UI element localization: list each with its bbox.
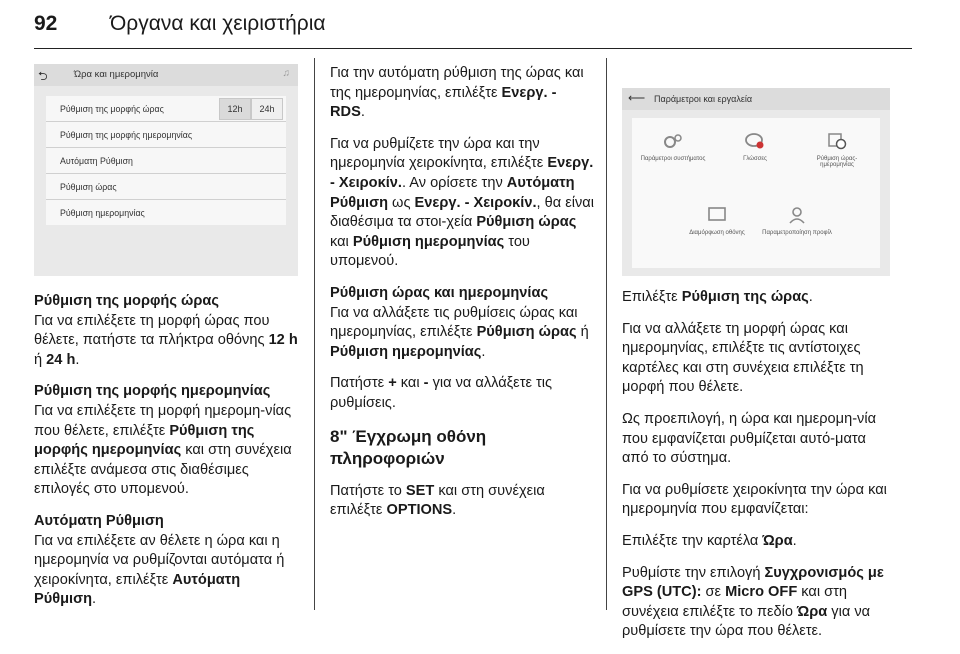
tile-languages xyxy=(720,132,790,162)
settings-tools-screenshot xyxy=(622,88,890,276)
paragraph xyxy=(330,135,594,272)
paragraph xyxy=(330,374,594,413)
page-title: Όργανα και χειριστήρια xyxy=(110,12,326,35)
text-bold: Ώρα xyxy=(762,532,793,549)
text-bold: Ενεργ. - Χειροκίν. xyxy=(330,155,594,191)
gears-icon xyxy=(661,132,685,150)
text-bold: Ρύθμιση της ώρας xyxy=(681,289,809,305)
section-time-date xyxy=(330,284,594,362)
tile-time-date xyxy=(802,132,872,168)
section-date-format xyxy=(34,382,298,500)
seg-24h: 24h xyxy=(251,98,283,120)
text-bold: Αυτόματη Ρύθμιση xyxy=(34,571,241,608)
tile-label: Παραμετροποίηση προφίλ xyxy=(762,230,832,236)
text: . xyxy=(75,351,80,368)
tile-label: Παράμετροι συστήματος xyxy=(640,156,706,162)
text-bold: Ενεργ. - Χειροκίν. xyxy=(414,194,537,211)
paragraph xyxy=(330,482,594,521)
paragraph: Για να αλλάξετε τη μορφή ώρας και ημερομηνίας, επιλέξτε τις αντίστοιχες καρτέλες και στη συνέχεια επιλέξτε τη μορφή που θέλετε. xyxy=(622,320,864,396)
music-note-icon: ♫ xyxy=(282,68,290,79)
heading: Ρύθμιση της μορφής ημερομηνίας xyxy=(34,383,271,400)
time-date-screenshot xyxy=(34,64,298,276)
text: και στη συνέχεια επιλέξτε ανάμεσα στις διαθέσιμες επιλογές στο υπομενού. xyxy=(34,442,292,498)
text-bold: 24 h xyxy=(46,351,76,368)
text: Πατήστε το xyxy=(330,482,406,499)
text: Για να επιλέξετε τη μορφή ώρας που θέλετε, πατήστε τα πλήκτρα οθόνης xyxy=(34,312,270,349)
profile-icon xyxy=(785,206,809,224)
tile-system-settings xyxy=(638,132,708,162)
text: . xyxy=(481,343,486,360)
list-item xyxy=(46,122,286,148)
monitor-icon xyxy=(705,206,729,224)
list-item-label: Αυτόματη Ρύθμιση xyxy=(60,156,133,166)
section-auto-setting xyxy=(34,512,298,610)
text-bold: Αυτόματη Ρύθμιση xyxy=(330,174,575,211)
text-bold: - xyxy=(423,375,429,392)
text: ή xyxy=(576,324,589,341)
text: Για την αυτόματη ρύθμιση της ώρας και της ημερομηνίας, επιλέξτε xyxy=(330,65,584,101)
text: . xyxy=(808,289,813,305)
settings-panel xyxy=(632,118,880,268)
tile-label: Ρύθμιση ώρας-ημερομηνίας xyxy=(816,156,858,168)
text: για να ρυθμίσετε την ώρα που θέλετε. xyxy=(622,603,871,640)
text: Επιλέξτε την καρτέλα xyxy=(622,532,763,549)
text: Επιλέξτε xyxy=(622,289,682,305)
text: Πατήστε xyxy=(330,375,389,392)
text-bold: Ρύθμιση ώρας xyxy=(476,214,577,231)
paragraph: Για να ρυθμίσετε χειροκίνητα την ώρα και ημερομηνία που εμφανίζεται: xyxy=(622,481,887,518)
screenshot-title: Παράμετροι και εργαλεία xyxy=(654,94,753,104)
time-format-toggle xyxy=(219,98,283,120)
text: του υπομενού. xyxy=(330,233,530,270)
column-2 xyxy=(330,64,594,533)
text-bold: Συγχρονισμός με GPS (UTC): xyxy=(622,564,884,601)
text-bold: SET xyxy=(405,482,435,499)
paragraph: Ως προεπιλογή, η ώρα και ημερομη-νία που εμφανίζεται ρυθμίζεται αυτό-ματα από το σύστημα. xyxy=(622,410,877,467)
tile-screen-config xyxy=(682,206,752,236)
paragraph xyxy=(330,64,594,123)
list-item-label: Ρύθμιση της μορφής ώρας xyxy=(60,104,164,114)
column-divider xyxy=(606,58,607,610)
text: Για να ρυθμίζετε την ώρα και την ημερομηνία χειροκίνητα, επιλέξτε xyxy=(330,135,548,172)
text: , θα είναι διαθέσιμα τα στοι-χεία xyxy=(330,194,594,231)
text: σε xyxy=(701,584,726,601)
text: και xyxy=(330,233,353,250)
text-bold: Ενεργ. - RDS xyxy=(330,84,557,121)
text: για να αλλάξετε τις ρυθμίσεις. xyxy=(330,375,553,411)
tile-label: Γλώσσες xyxy=(743,156,767,162)
text-bold: + xyxy=(388,375,397,392)
column-3 xyxy=(622,288,890,654)
tile-label: Διαμόρφωση οθόνης xyxy=(689,230,745,236)
text: ως xyxy=(388,194,415,211)
section-time-format xyxy=(34,292,298,370)
tile-profile-settings xyxy=(762,206,832,236)
back-arrow-icon: ⟵ xyxy=(628,91,646,105)
back-arrow-icon: ⮌ xyxy=(38,69,48,83)
list-item-label: Ρύθμιση ημερομηνίας xyxy=(60,208,145,218)
column-divider xyxy=(314,58,315,610)
list-item xyxy=(46,148,286,174)
text: . xyxy=(452,502,457,519)
heading: Ρύθμιση ώρας και ημερομηνίας xyxy=(330,284,549,301)
screenshot-title: Ώρα και ημερομηνία xyxy=(74,69,159,80)
text: Για να επιλέξετε αν θέλετε η ώρα και η ημερομηνία να ρυθμίζονται αυτόματα ή χειροκίνητα, επιλέξτε xyxy=(34,532,285,588)
list-item xyxy=(46,200,286,225)
section-heading: 8" Έγχρωμη οθόνη πληροφοριών xyxy=(330,426,487,468)
text-bold: Ρύθμιση της μορφής ημερομηνίας xyxy=(34,422,255,459)
clock-calendar-icon xyxy=(825,132,849,150)
text: Για να επιλέξετε τη μορφή ημερομη-νίας που θέλετε, επιλέξτε xyxy=(34,402,292,439)
heading: Αυτόματη Ρύθμιση xyxy=(34,512,164,529)
text: και στη συνέχεια επιλέξτε xyxy=(330,482,545,519)
text: Για να αλλάξετε τις ρυθμίσεις ώρας και ημερομηνίας, επιλέξτε xyxy=(330,304,578,341)
text-bold: 12 h xyxy=(268,332,298,349)
paragraph xyxy=(622,564,890,642)
page-header xyxy=(34,8,912,49)
text: και xyxy=(396,375,424,392)
settings-list xyxy=(46,96,286,225)
list-item xyxy=(46,174,286,200)
text: . xyxy=(360,104,365,121)
text-bold: Ρύθμιση ώρας xyxy=(476,324,577,341)
text-bold: OPTIONS xyxy=(386,502,453,519)
list-item-label: Ρύθμιση της μορφής ημερομηνίας xyxy=(60,130,193,140)
screenshot-title-bar xyxy=(34,64,298,86)
list-item xyxy=(46,96,286,122)
text: και στη συνέχεια επιλέξτε το πεδίο xyxy=(622,584,848,620)
page-number: 92 xyxy=(34,12,58,35)
text-bold: Micro OFF xyxy=(725,584,798,601)
text-bold: Ρύθμιση ημερομηνίας xyxy=(330,343,482,360)
list-item-label: Ρύθμιση ώρας xyxy=(60,182,117,192)
text: ή xyxy=(34,351,47,368)
text: . xyxy=(92,591,97,608)
speech-bubble-icon xyxy=(743,132,767,150)
heading: Ρύθμιση της μορφής ώρας xyxy=(34,293,219,309)
text: . xyxy=(792,532,797,549)
paragraph xyxy=(622,288,890,308)
text: Ρυθμίστε την επιλογή xyxy=(622,564,765,581)
text: . Αν ορίσετε την xyxy=(401,174,507,191)
seg-12h: 12h xyxy=(219,98,251,120)
paragraph xyxy=(622,532,890,552)
screenshot-title-bar xyxy=(622,88,890,110)
column-1 xyxy=(34,292,298,622)
text-bold: Ώρα xyxy=(797,603,828,620)
text-bold: Ρύθμιση ημερομηνίας xyxy=(352,233,505,250)
